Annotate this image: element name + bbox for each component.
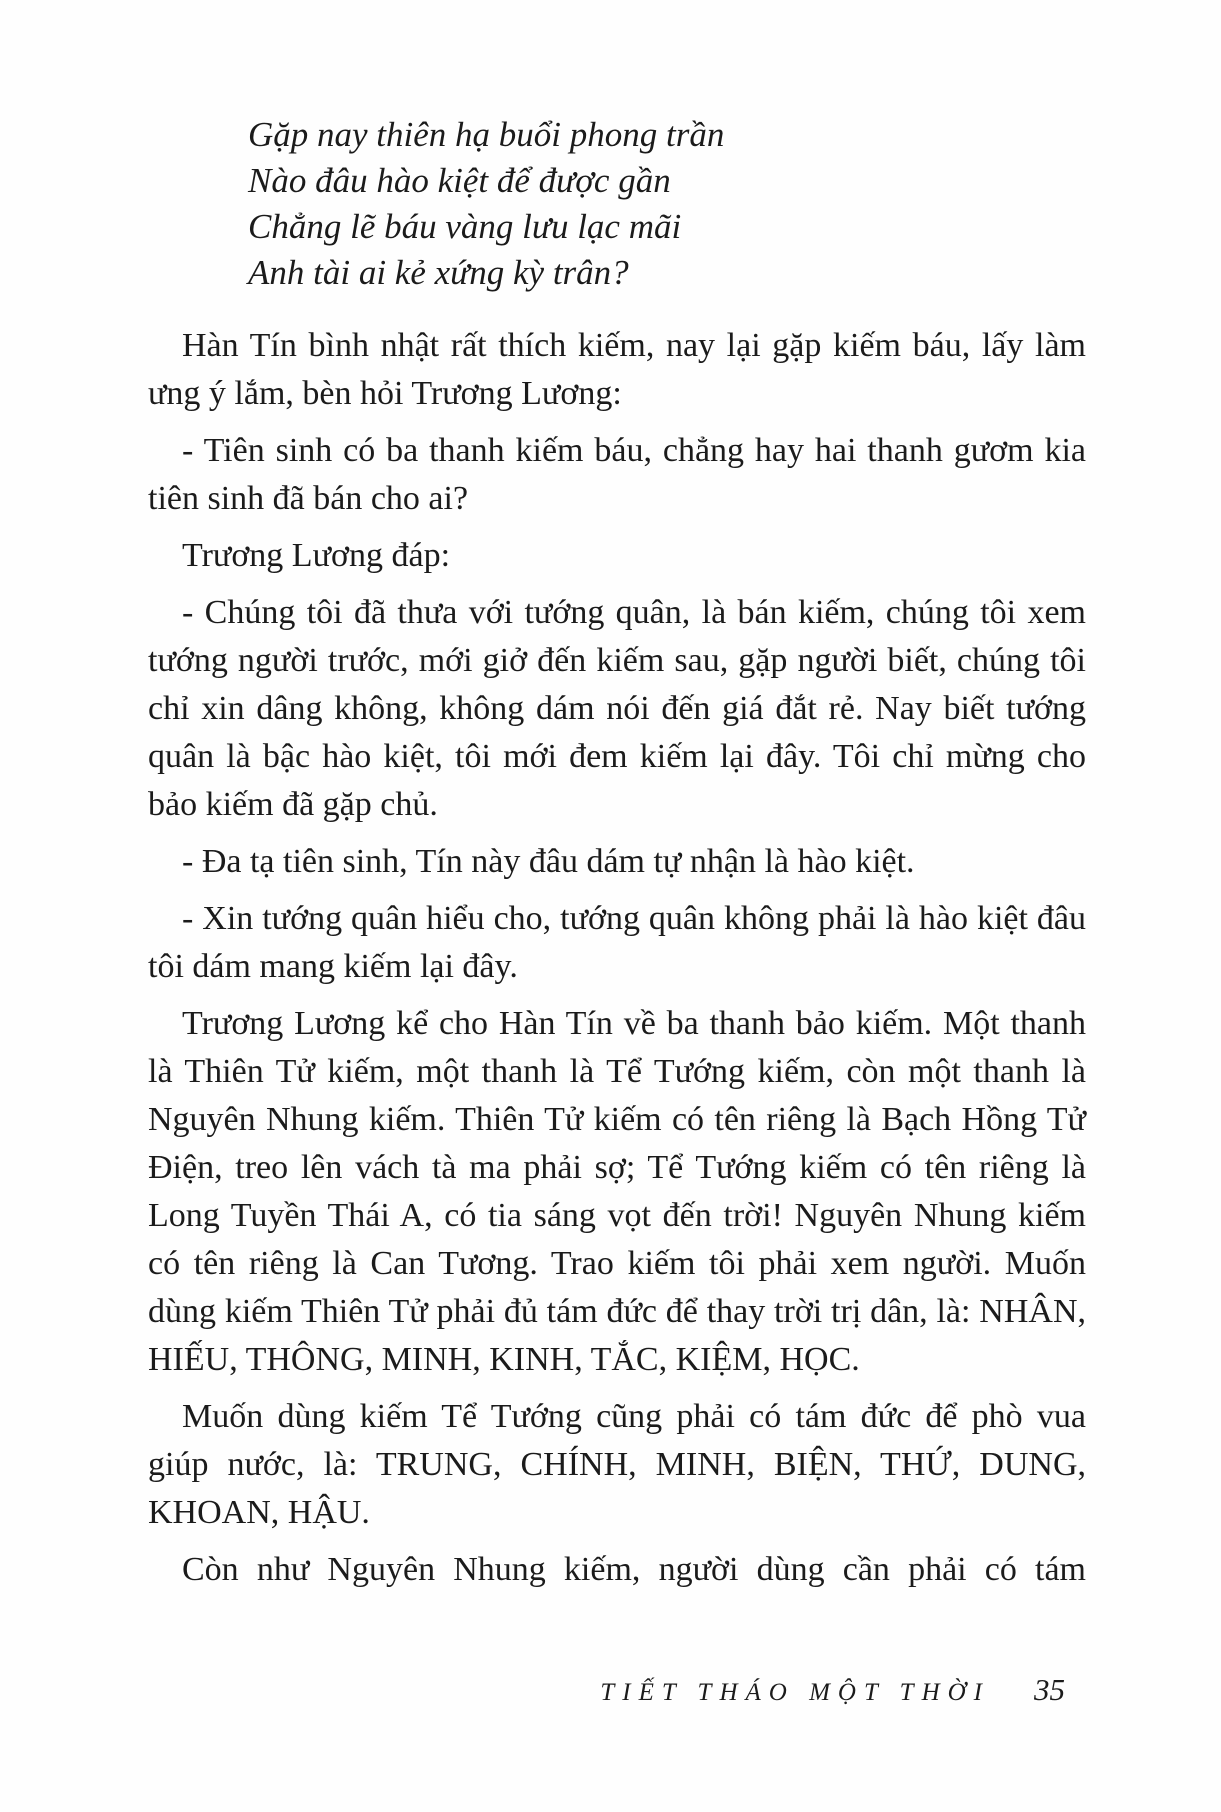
poem-block bbox=[248, 112, 1086, 296]
poem-line: Anh tài ai kẻ xứng kỳ trân? bbox=[248, 253, 629, 292]
paragraph: - Xin tướng quân hiểu cho, tướng quân không phải là hào kiệt đâu tôi dám mang kiếm lại đây. bbox=[148, 900, 1086, 985]
paragraph: Hàn Tín bình nhật rất thích kiếm, nay lại gặp kiếm báu, lấy làm ưng ý lắm, bèn hỏi Trương Lương: bbox=[148, 327, 1086, 412]
page-content bbox=[148, 112, 1086, 1603]
page-footer bbox=[600, 1672, 1065, 1708]
running-title: TIẾT THÁO MỘT THỜI bbox=[600, 1679, 990, 1706]
poem-line: Nào đâu hào kiệt để được gần bbox=[248, 161, 671, 200]
page-number: 35 bbox=[1034, 1672, 1065, 1707]
paragraph: Trương Lương kể cho Hàn Tín về ba thanh bảo kiếm. Một thanh là Thiên Tử kiếm, một thanh là Tể Tướng kiếm, còn một thanh là Nguyên Nhung kiếm. Thiên Tử kiếm có tên riêng là Bạch Hồng Tử Điện, treo lên vách tà ma phải sợ; Tể Tướng kiếm có tên riêng là Long Tuyền Thái A, có tia sáng vọt đến trời! Nguyên Nhung kiếm có tên riêng là Can Tương. Trao kiếm tôi phải xem người. Muốn dùng kiếm Thiên Tử phải đủ tám đức để thay trời trị dân, là: NHÂN, HIẾU, THÔNG, MINH, KINH, TẮC, KIỆM, HỌC. bbox=[148, 1005, 1086, 1378]
body-text-block bbox=[148, 322, 1086, 1594]
poem-line: Chẳng lẽ báu vàng lưu lạc mãi bbox=[248, 207, 682, 246]
paragraph: Còn như Nguyên Nhung kiếm, người dùng cần phải có tám bbox=[182, 1551, 1086, 1588]
paragraph: Muốn dùng kiếm Tể Tướng cũng phải có tám đức để phò vua giúp nước, là: TRUNG, CHÍNH, MINH, BIỆN, THỨ, DUNG, KHOAN, HẬU. bbox=[148, 1398, 1086, 1531]
paragraph: - Chúng tôi đã thưa với tướng quân, là bán kiếm, chúng tôi xem tướng người trước, mới giở đến kiếm sau, gặp người biết, chúng tôi chỉ xin dâng không, không dám nói đến giá đắt rẻ. Nay biết tướng quân là bậc hào kiệt, tôi mới đem kiếm lại đây. Tôi chỉ mừng cho bảo kiếm đã gặp chủ. bbox=[148, 594, 1086, 823]
paragraph: - Tiên sinh có ba thanh kiếm báu, chẳng hay hai thanh gươm kia tiên sinh đã bán cho ai? bbox=[148, 432, 1086, 517]
poem-line: Gặp nay thiên hạ buổi phong trần bbox=[248, 115, 725, 154]
paragraph: - Đa tạ tiên sinh, Tín này đâu dám tự nhận là hào kiệt. bbox=[182, 843, 915, 880]
paragraph: Trương Lương đáp: bbox=[182, 537, 451, 574]
